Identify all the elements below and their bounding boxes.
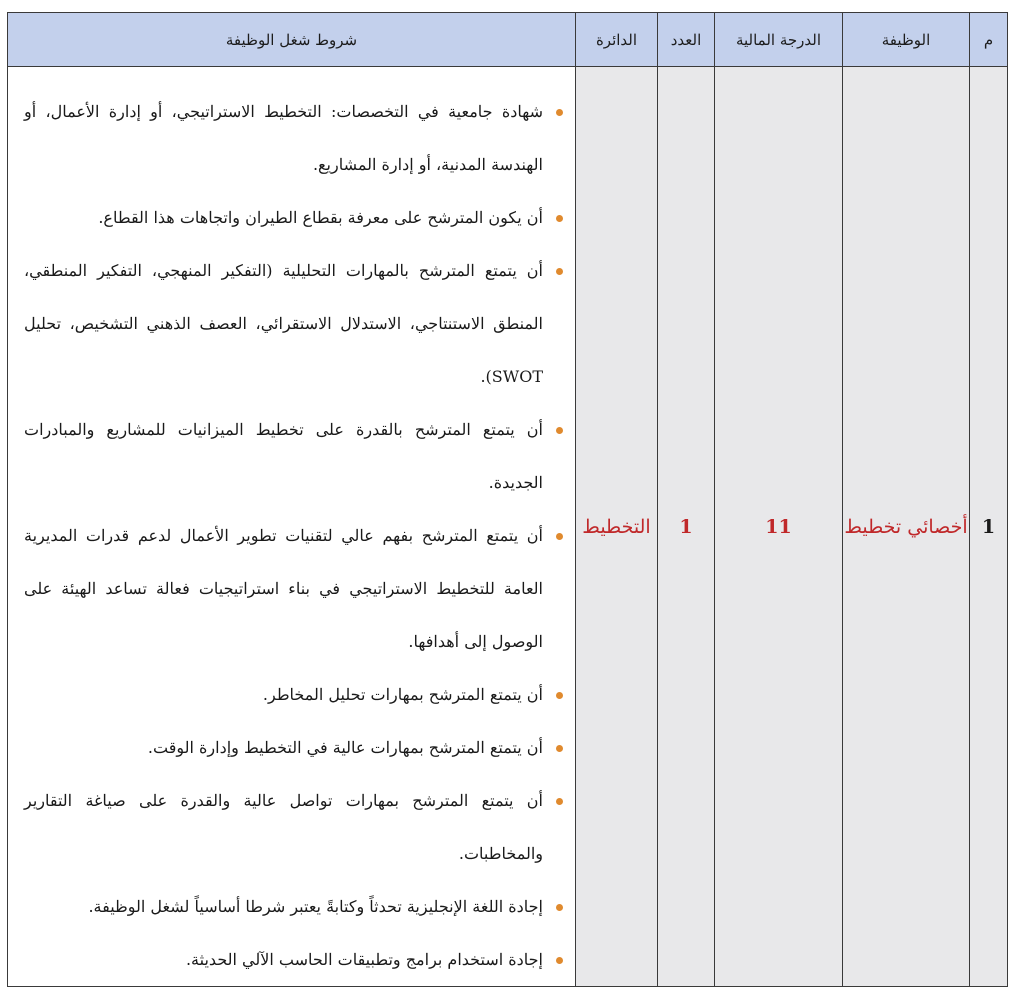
- requirements-list: [8, 67, 575, 986]
- bullet-icon: [556, 268, 563, 275]
- bullet-icon: [556, 798, 563, 805]
- bullet-icon: [556, 427, 563, 434]
- cell-num: [970, 67, 1008, 987]
- bullet-icon: [556, 745, 563, 752]
- requirement-text: شهادة جامعية في التخصصات: التخطيط الاستراتيجي، أو إدارة الأعمال، أو الهندسة المدنية، أو إدارة المشاريع.: [24, 102, 543, 174]
- job-requirements-table-wrapper: [7, 12, 1007, 969]
- department-name: التخطيط: [582, 515, 651, 538]
- header-num: م: [970, 13, 1008, 67]
- requirement-text: أن يتمتع المترشح بمهارات تواصل عالية والقدرة على صياغة التقارير والمخاطبات.: [24, 791, 543, 863]
- list-item: [24, 880, 565, 933]
- requirement-text: أن يتمتع المترشح بالقدرة على تخطيط الميزانيات للمشاريع والمبادرات الجديدة.: [24, 420, 543, 492]
- header-requirements: شروط شغل الوظيفة: [8, 13, 576, 67]
- bullet-icon: [556, 957, 563, 964]
- header-department: الدائرة: [576, 13, 658, 67]
- list-item: [24, 668, 565, 721]
- requirement-text: أن يكون المترشح على معرفة بقطاع الطيران واتجاهات هذا القطاع.: [98, 208, 543, 227]
- bullet-icon: [556, 109, 563, 116]
- header-job: الوظيفة: [843, 13, 970, 67]
- job-requirements-table: [7, 12, 1008, 987]
- vacancy-count: 1: [679, 515, 693, 538]
- cell-requirements: [8, 67, 576, 987]
- requirement-text: أن يتمتع المترشح بفهم عالي لتقنيات تطوير الأعمال لدعم قدرات المديرية العامة للتخطيط الاستراتيجي في بناء استراتيجيات فعالة تساعد الهيئة على الوصول إلى أهدافها.: [24, 526, 543, 651]
- requirement-text: أن يتمتع المترشح بمهارات عالية في التخطيط وإدارة الوقت.: [147, 738, 543, 757]
- cell-count: [658, 67, 715, 987]
- header-row: [8, 13, 1008, 67]
- bullet-icon: [556, 692, 563, 699]
- header-grade: الدرجة المالية: [715, 13, 843, 67]
- table-row: [8, 67, 1008, 987]
- row-number: 1: [981, 515, 996, 538]
- financial-grade: 11: [765, 515, 792, 538]
- list-item: [24, 933, 565, 986]
- list-item: [24, 403, 565, 509]
- cell-job: [843, 67, 970, 987]
- bullet-icon: [556, 533, 563, 540]
- requirement-text: إجادة اللغة الإنجليزية تحدثاً وكتابةً يعتبر شرطا أساسياً لشغل الوظيفة.: [88, 897, 543, 916]
- bullet-icon: [556, 904, 563, 911]
- cell-department: [576, 67, 658, 987]
- job-title: أخصائي تخطيط: [844, 515, 968, 538]
- list-item: [24, 85, 565, 191]
- list-item: [24, 244, 565, 403]
- list-item: [24, 191, 565, 244]
- cell-grade: [715, 67, 843, 987]
- header-count: العدد: [658, 13, 715, 67]
- requirement-text: إجادة استخدام برامج وتطبيقات الحاسب الآلي الحديثة.: [185, 950, 543, 969]
- list-item: [24, 774, 565, 880]
- bullet-icon: [556, 215, 563, 222]
- list-item: [24, 721, 565, 774]
- requirement-text: أن يتمتع المترشح بمهارات تحليل المخاطر.: [262, 685, 543, 704]
- list-item: [24, 509, 565, 668]
- requirement-text: أن يتمتع المترشح بالمهارات التحليلية (التفكير المنهجي، التفكير المنطقي، المنطق الاستنتاجي، الاستدلال الاستقرائي، العصف الذهني التشخيص، تحليل SWOT).: [24, 261, 543, 386]
